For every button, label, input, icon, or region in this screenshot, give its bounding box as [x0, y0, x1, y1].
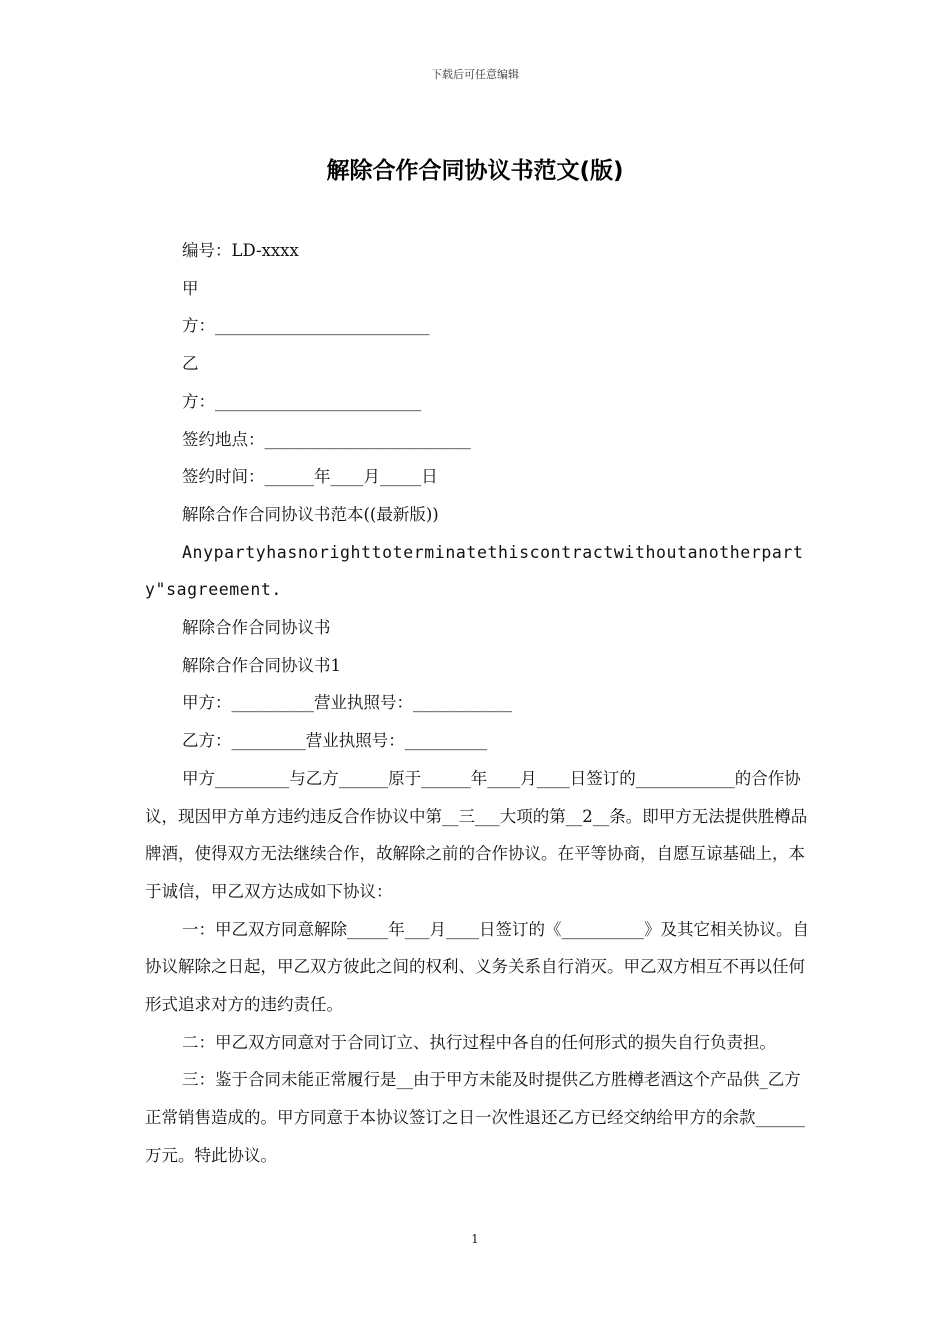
party-b-label: 乙: [182, 354, 199, 374]
page-number: 1: [471, 1232, 479, 1246]
page-header: 下载后可任意编辑: [431, 68, 519, 81]
party-a-label: 甲: [182, 278, 199, 298]
party-b-license: 乙方：_________营业执照号：__________: [182, 731, 488, 751]
sign-place-field: 签约地点：_________________________: [182, 429, 471, 449]
contract-number: 编号：LD-xxxx: [182, 241, 299, 260]
clause-2: 二：甲乙双方同意对于合同订立、执行过程中各自的任何形式的损失自行负责担。: [182, 1032, 776, 1052]
clause-3: 三：鉴于合同未能正常履行是__由于甲方未能及时提供乙方胜樽老酒这个产品供_乙方正常销售造成的。甲方同意于本协议签订之日一次性退还乙方已经交纳给甲方的余款______万元。特此协议。: [145, 1070, 805, 1165]
background-paragraph: 甲方_________与乙方______原于______年____月____日签订的____________的合作协议，现因甲方单方违约违反合作协议中第__三___大项的第__2__条。即甲方无法提供胜樽品牌酒，使得双方无法继续合作，故解除之前的合作协议。在平等协商，自愿互谅基础上，本于诚信，甲乙双方达成如下协议：: [145, 768, 808, 901]
party-a-license: 甲方：__________营业执照号：____________: [182, 693, 512, 713]
party-b-field: 方：_________________________: [182, 391, 422, 411]
clause-1: 一：甲乙双方同意解除_____年___月____日签订的《__________》及其它相关协议。自协议解除之日起，甲乙双方彼此之间的权利、义务关系自行消灭。甲乙双方相互不再以任何形式追求对方的违约责任。: [145, 919, 809, 1015]
document-body: [145, 232, 817, 1175]
template-subtitle: 解除合作合同协议书范本((最新版)): [182, 504, 439, 524]
english-clause: Anypartyhasnorighttoterminatethiscontractwithoutanotherparty"sagreement.: [145, 542, 804, 600]
section-heading: 解除合作合同协议书: [182, 618, 331, 638]
document-title: 解除合作合同协议书范文(版): [326, 158, 624, 184]
party-a-field: 方：__________________________: [182, 316, 430, 336]
sign-time-field: 签约时间：______年____月_____日: [182, 467, 438, 487]
section-heading-1: 解除合作合同协议书1: [182, 655, 341, 675]
